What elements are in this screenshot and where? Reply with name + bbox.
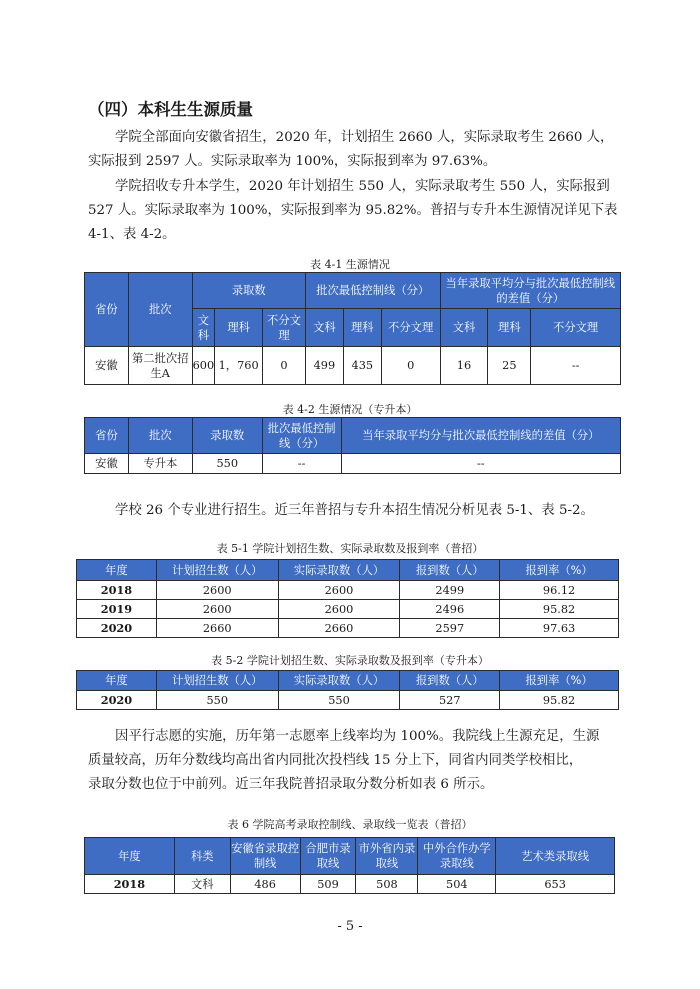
table-4-1 xyxy=(84,272,621,385)
table-row xyxy=(77,691,619,710)
table-5-1 xyxy=(76,559,619,638)
table-cell: 2499 xyxy=(400,581,500,600)
table-cell: 2600 xyxy=(278,600,400,619)
header-wen: 文科 xyxy=(305,309,343,347)
table-row xyxy=(85,454,621,474)
table-cell: 486 xyxy=(230,875,300,894)
table-5-1-caption: 表 5-1 学院计划招生数、实际录取数及报到率（普招） xyxy=(216,542,484,555)
paragraph-admission-analysis xyxy=(88,725,624,797)
table-4-2-caption: 表 4-2 生源情况（专升本） xyxy=(282,403,418,416)
table-cell: 95.82 xyxy=(500,600,619,619)
header-province-line: 安徽省录取控制线 xyxy=(230,838,300,875)
header-report: 报到数（人） xyxy=(400,671,500,691)
table-4-1-caption: 表 4-1 生源情况 xyxy=(310,258,390,271)
table-cell: 文科 xyxy=(174,875,230,894)
table-cell: 550 xyxy=(156,691,278,710)
header-score-diff: 当年录取平均分与批次最低控制线的差值（分） xyxy=(440,273,620,309)
header-batch-min-line: 批次最低控制线（分） xyxy=(262,418,341,454)
paragraph-line: 录取分数也位于中前列。近三年我院普招录取分数分析如表 6 所示。 xyxy=(88,777,494,792)
header-outside-city-line: 市外省内录取线 xyxy=(356,838,418,875)
paragraph-line: 527 人。实际录取率为 100%，实际报到率为 95.82%。普招与专升本生源情况详见下表 xyxy=(88,203,618,218)
paragraph-line: 因平行志愿的实施，历年第一志愿率上线率均为 100%。我院线上生源充足，生源 xyxy=(115,729,600,744)
table-cell: -- xyxy=(531,347,621,385)
table-cell: 550 xyxy=(192,454,262,474)
table-6-caption: 表 6 学院高考录取控制线、录取线一览表（普招） xyxy=(227,818,473,831)
paragraph-line: 质量较高，历年分数线均高出省内同批次投档线 15 分上下，同省内同类学校相比， xyxy=(88,753,583,768)
header-report: 报到数（人） xyxy=(400,560,500,581)
table-cell: 0 xyxy=(381,347,440,385)
header-plan: 计划招生数（人） xyxy=(156,560,278,581)
header-li: 理科 xyxy=(343,309,381,347)
page-number: - 5 - xyxy=(337,919,363,934)
table-cell: 97.63 xyxy=(500,619,619,638)
paragraph-line: 实际报到 2597 人。实际录取率为 100%，实际报到率为 97.63%。 xyxy=(88,154,497,169)
header-year: 年度 xyxy=(77,560,157,581)
table-cell: 第二批次招生A xyxy=(128,347,192,385)
table-cell: -- xyxy=(262,454,341,474)
header-batch: 批次 xyxy=(128,418,192,454)
table-cell: 435 xyxy=(343,347,381,385)
header-subject: 科类 xyxy=(174,838,230,875)
header-bufen: 不分文理 xyxy=(381,309,440,347)
header-sino-foreign-line: 中外合作办学录取线 xyxy=(418,838,496,875)
table-cell: 527 xyxy=(400,691,500,710)
table-cell: 2020 xyxy=(77,691,157,710)
table-cell: 504 xyxy=(418,875,496,894)
table-cell: 2018 xyxy=(77,581,157,600)
paragraph-line: 学校 26 个专业进行招生。近三年普招与专升本招生情况分析见表 5-1、表 5-2。 xyxy=(115,503,594,518)
header-bufen: 不分文理 xyxy=(263,309,306,347)
table-cell: 550 xyxy=(278,691,400,710)
header-li: 理科 xyxy=(488,309,531,347)
header-province: 省份 xyxy=(85,273,129,347)
paragraph-undergrad-intro xyxy=(88,126,624,247)
table-cell: 600 xyxy=(192,347,215,385)
table-cell: 653 xyxy=(496,875,615,894)
table-row xyxy=(77,619,619,638)
table-cell: 25 xyxy=(488,347,531,385)
header-hefei-line: 合肥市录取线 xyxy=(300,838,356,875)
table-cell: 509 xyxy=(300,875,356,894)
header-art-line: 艺术类录取线 xyxy=(496,838,615,875)
header-wen: 文科 xyxy=(192,309,215,347)
table-row xyxy=(77,600,619,619)
table-4-2 xyxy=(84,417,621,474)
table-cell: 2020 xyxy=(77,619,157,638)
header-li: 理科 xyxy=(215,309,263,347)
table-cell: 2600 xyxy=(156,581,278,600)
header-batch-min-line: 批次最低控制线（分） xyxy=(305,273,440,309)
header-admit-count: 录取数 xyxy=(192,273,305,309)
table-cell: 安徽 xyxy=(85,347,129,385)
header-report-rate: 报到率（%） xyxy=(500,560,619,581)
header-admit-count: 录取数 xyxy=(192,418,262,454)
header-wen: 文科 xyxy=(440,309,488,347)
table-cell: 499 xyxy=(305,347,343,385)
table-cell: 2018 xyxy=(85,875,175,894)
header-report-rate: 报到率（%） xyxy=(500,671,619,691)
paragraph-majors xyxy=(88,499,624,523)
table-cell: 2660 xyxy=(156,619,278,638)
table-row xyxy=(85,875,615,894)
table-cell: 96.12 xyxy=(500,581,619,600)
table-cell: -- xyxy=(341,454,620,474)
table-cell: 专升本 xyxy=(128,454,192,474)
table-cell: 2600 xyxy=(278,581,400,600)
header-actual: 实际录取数（人） xyxy=(278,560,400,581)
table-cell: 1，760 xyxy=(215,347,263,385)
paragraph-line: 4-1、表 4-2。 xyxy=(88,227,176,242)
paragraph-line: 学院招收专升本学生，2020 年计划招生 550 人，实际录取考生 550 人，实际报到 xyxy=(115,179,610,194)
table-cell: 2600 xyxy=(156,600,278,619)
table-row xyxy=(77,581,619,600)
table-cell: 2597 xyxy=(400,619,500,638)
paragraph-line: 学院全部面向安徽省招生，2020 年，计划招生 2660 人，实际录取考生 2660 人， xyxy=(115,130,614,145)
table-row xyxy=(85,347,621,385)
table-5-2-caption: 表 5-2 学院计划招生数、实际录取数及报到率（专升本） xyxy=(211,654,489,667)
section-heading: （四）本科生生源质量 xyxy=(88,100,253,119)
table-cell: 安徽 xyxy=(85,454,129,474)
header-plan: 计划招生数（人） xyxy=(156,671,278,691)
header-score-diff: 当年录取平均分与批次最低控制线的差值（分） xyxy=(341,418,620,454)
table-cell: 2496 xyxy=(400,600,500,619)
header-province: 省份 xyxy=(85,418,129,454)
table-cell: 508 xyxy=(356,875,418,894)
table-cell: 95.82 xyxy=(500,691,619,710)
table-5-2 xyxy=(76,670,619,710)
table-cell: 2660 xyxy=(278,619,400,638)
header-actual: 实际录取数（人） xyxy=(278,671,400,691)
header-batch: 批次 xyxy=(128,273,192,347)
header-year: 年度 xyxy=(85,838,175,875)
table-6 xyxy=(84,837,615,894)
table-cell: 16 xyxy=(440,347,488,385)
table-cell: 0 xyxy=(263,347,306,385)
header-bufen: 不分文理 xyxy=(531,309,621,347)
header-year: 年度 xyxy=(77,671,157,691)
table-cell: 2019 xyxy=(77,600,157,619)
